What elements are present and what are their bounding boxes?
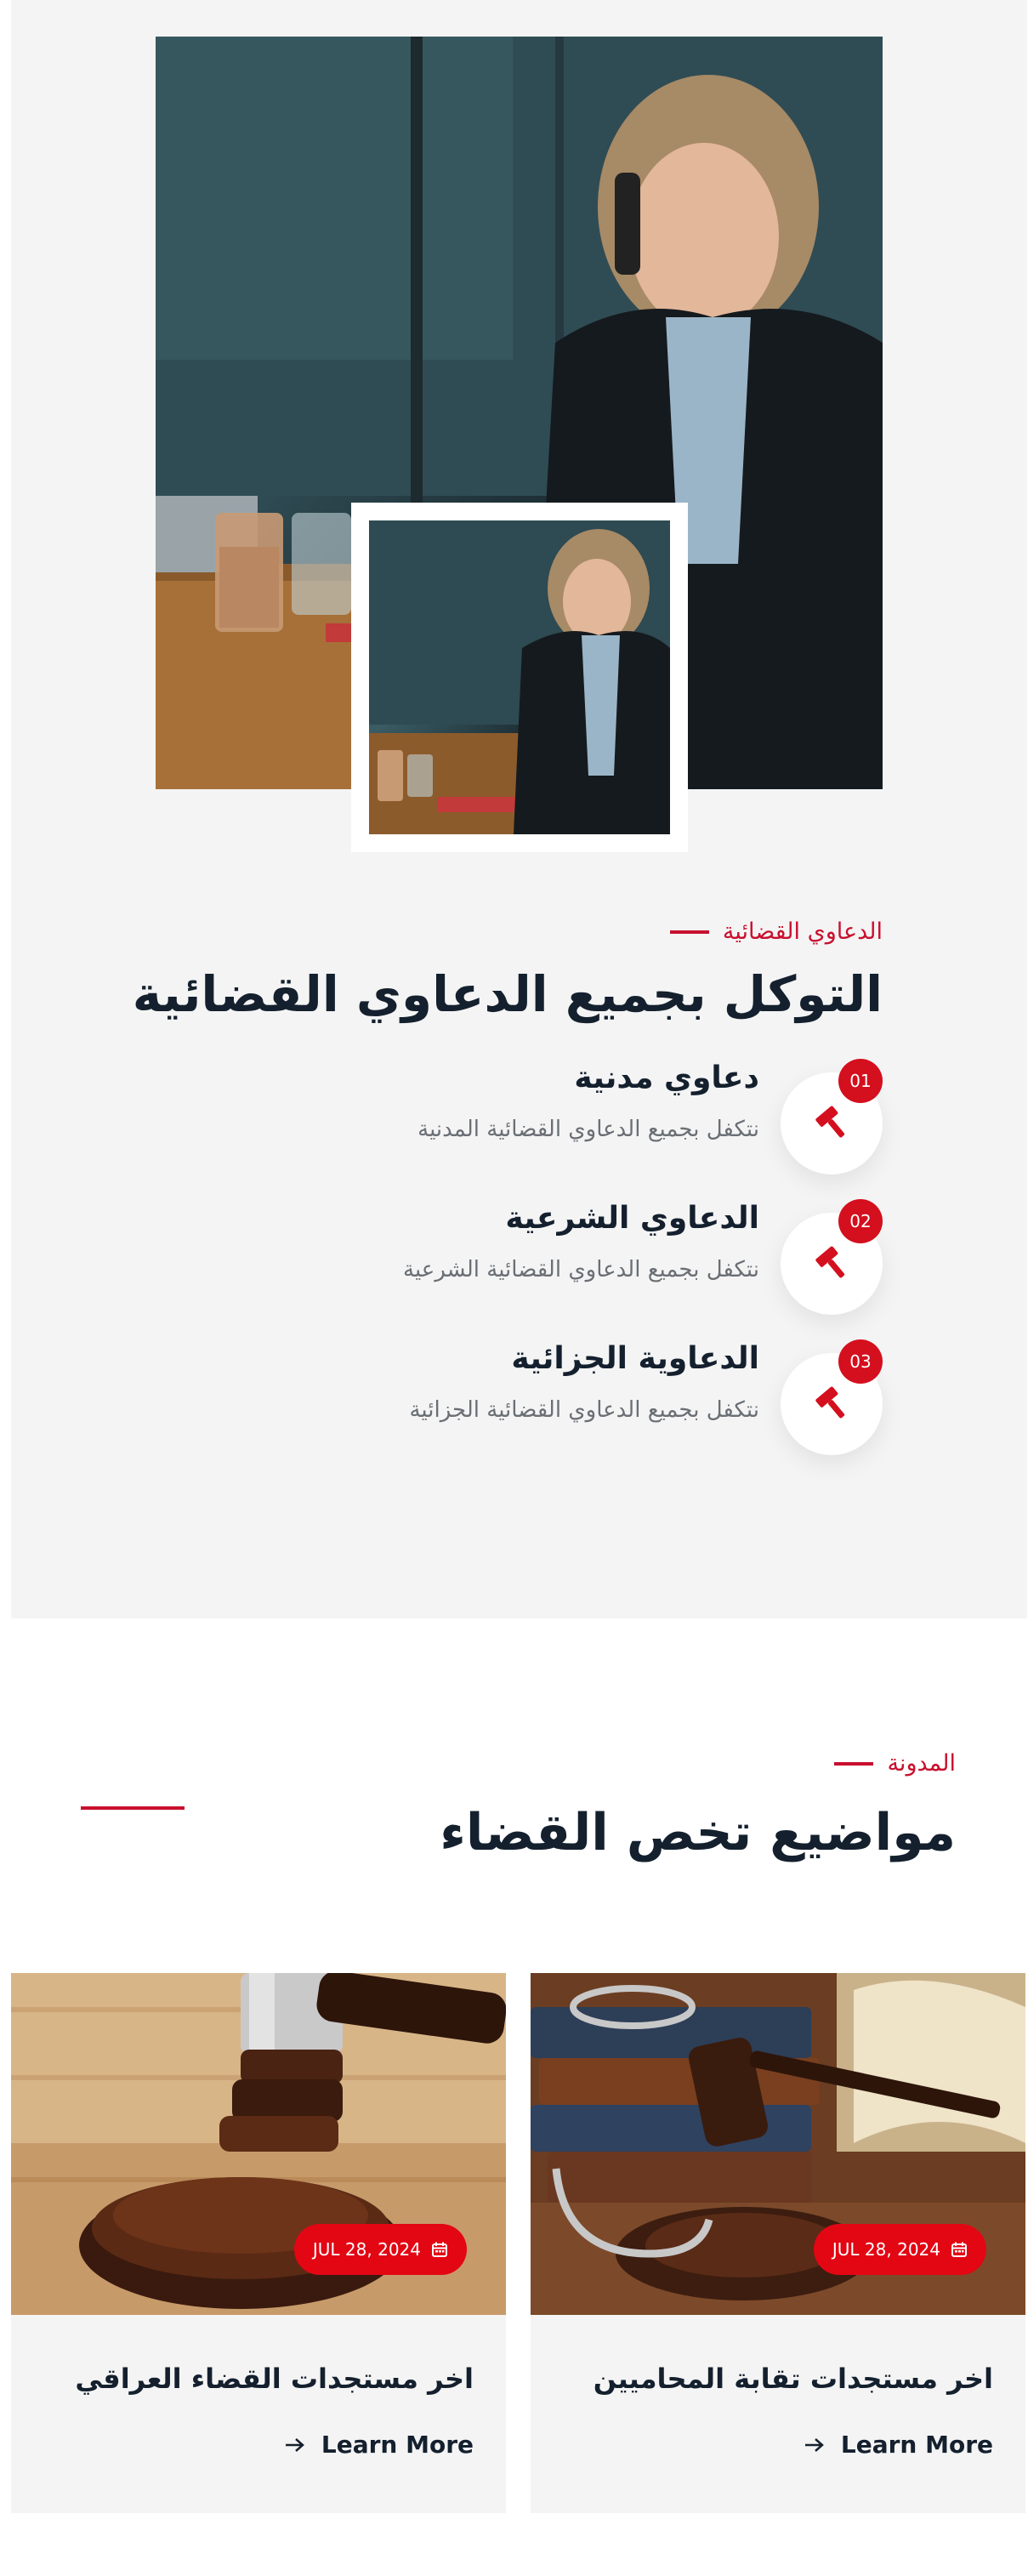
date-badge [814, 2224, 986, 2275]
post-date: JUL 28, 2024 [312, 2239, 421, 2260]
decorative-line [81, 1806, 185, 1810]
date-badge [294, 2224, 467, 2275]
service-number: 03 [838, 1339, 883, 1384]
service-title: دعاوي مدنية [574, 1061, 759, 1095]
learn-more-label: Learn More [840, 2431, 993, 2459]
about-eyebrow-label: الدعاوي القضائية [722, 918, 883, 945]
post-date: JUL 28, 2024 [832, 2239, 940, 2260]
service-title: الدعاوية الجزائية [511, 1341, 759, 1376]
learn-more-link[interactable] [804, 2431, 993, 2459]
eyebrow-dash [834, 1762, 873, 1766]
blog-card[interactable] [11, 1973, 506, 2513]
learn-more-label: Learn More [321, 2431, 474, 2459]
eyebrow-dash [670, 930, 709, 934]
service-description: نتكفل بجميع الدعاوي القضائية المدنية [417, 1117, 759, 1142]
arrow-right-icon [284, 2437, 306, 2454]
arrow-right-icon [804, 2437, 826, 2454]
service-item [287, 1339, 883, 1459]
service-number: 02 [838, 1199, 883, 1243]
calendar-icon [951, 2241, 968, 2258]
gavel-icon [811, 1103, 852, 1144]
service-description: نتكفل بجميع الدعاوي القضائية الشرعية [403, 1257, 759, 1282]
blog-title: مواضيع تخص القضاء [440, 1803, 956, 1862]
gavel-icon [811, 1243, 852, 1284]
service-item [287, 1199, 883, 1318]
learn-more-link[interactable] [284, 2431, 474, 2459]
about-eyebrow [670, 918, 883, 945]
service-description: نتكفل بجميع الدعاوي القضائية الجزائية [409, 1397, 759, 1423]
secondary-photo [369, 520, 670, 834]
post-title[interactable]: اخر مستجدات القضاء العراقي [75, 2363, 474, 2395]
blog-eyebrow [834, 1750, 956, 1777]
blog-eyebrow-label: المدونة [887, 1750, 956, 1777]
calendar-icon [431, 2241, 448, 2258]
service-title: الدعاوي الشرعية [505, 1201, 759, 1236]
secondary-photo-frame [351, 503, 688, 852]
gavel-icon [811, 1384, 852, 1424]
about-title: التوكل بجميع الدعاوي القضائية [132, 965, 883, 1023]
blog-card[interactable] [531, 1973, 1025, 2513]
service-item [287, 1059, 883, 1178]
service-number: 01 [838, 1059, 883, 1103]
about-section [11, 0, 1027, 1618]
post-title[interactable]: اخر مستجدات تقابة المحاميين [593, 2363, 993, 2395]
